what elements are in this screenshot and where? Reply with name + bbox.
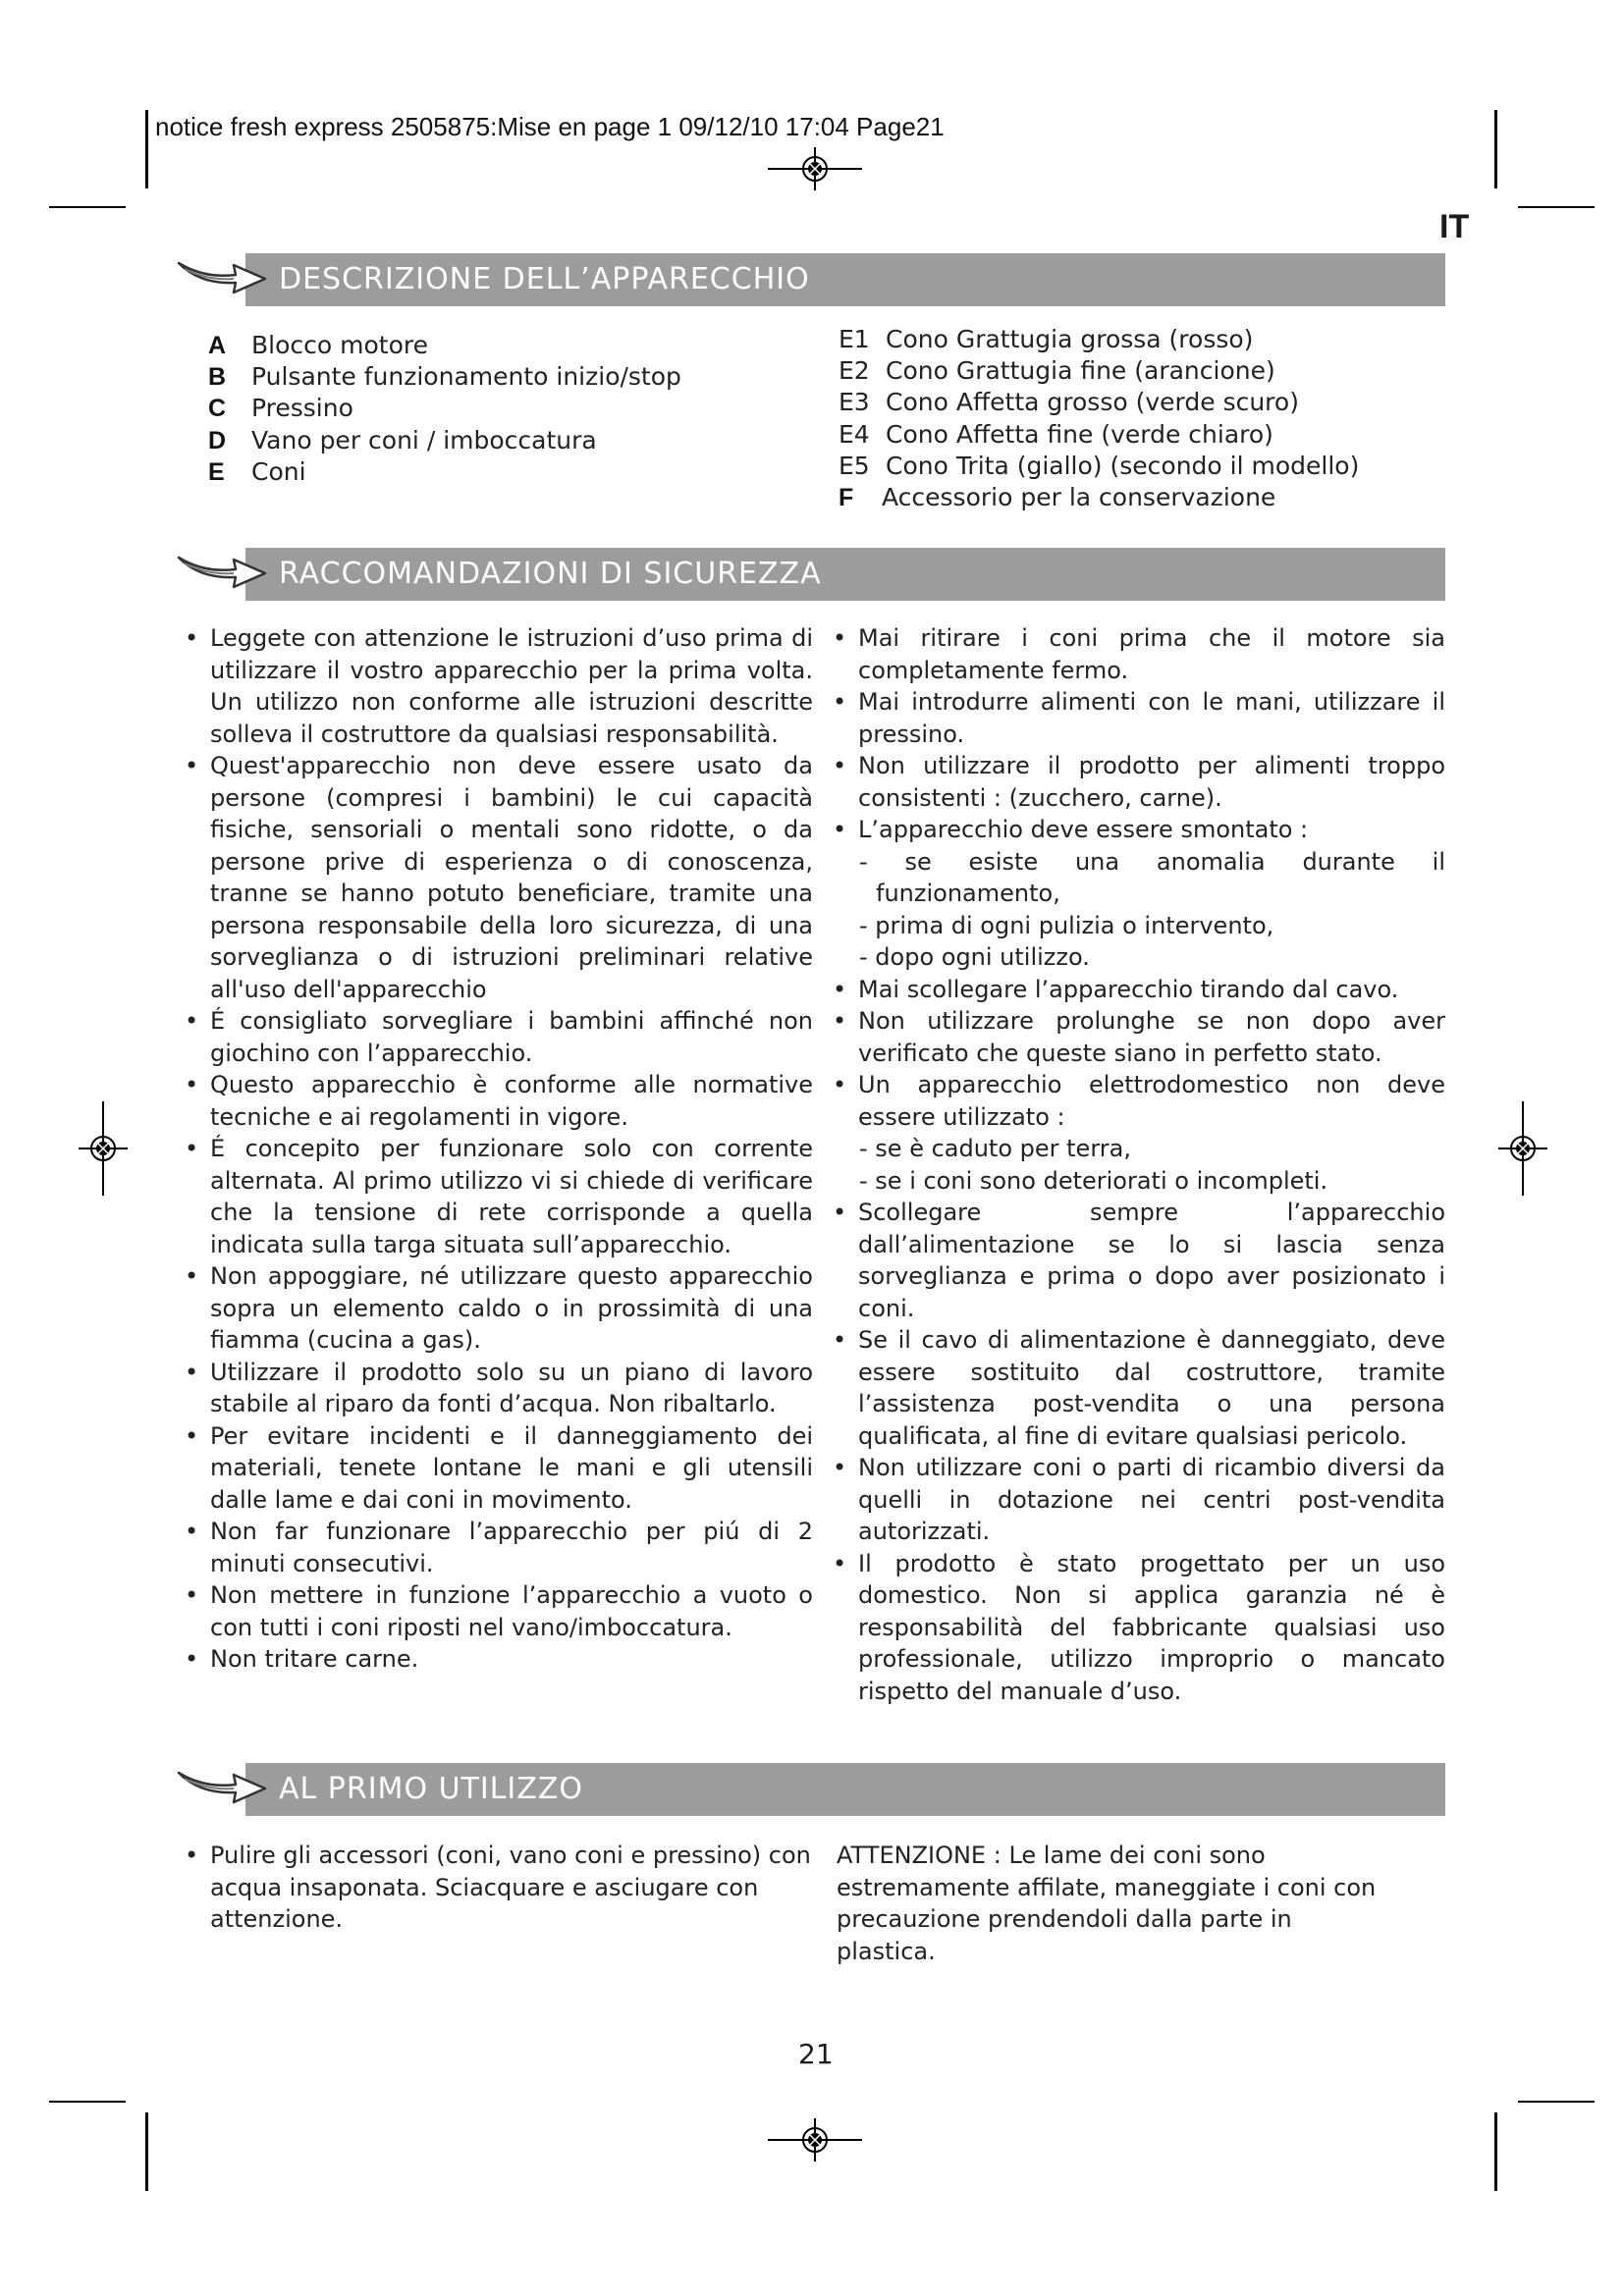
safety-bullet: • É concepito per funzionare solo con corrente alternata. Al primo utilizzo vi si chiede di verificare che la tensione di rete corrisponde a quella indicata sulla targa situata sull’apparecchio. <box>185 1133 813 1260</box>
registration-mark-icon <box>768 2118 862 2162</box>
safety-bullet: • Il prodotto è stato progettato per un uso domestico. Non si applica garanzia né è responsabilità del fabbricante qualsiasi uso professionale, utilizzo improprio o mancato rispetto del manuale d’uso. <box>833 1548 1445 1708</box>
safety-bullet: • Mai ritirare i coni prima che il motore sia completamente fermo. <box>833 622 1445 686</box>
crop-mark <box>49 2101 126 2103</box>
safety-sub-item: - se è caduto per terra, <box>859 1135 1131 1162</box>
crop-mark <box>1518 206 1595 208</box>
safety-sub-item: - se esiste una anomalia durante il funzionamento, <box>859 847 1445 907</box>
crop-mark <box>1518 2101 1595 2103</box>
print-info-header: notice fresh express 2505875:Mise en page 1 09/12/10 17:04 Page21 <box>155 112 945 141</box>
description-item: E3 Cono Affetta grosso (verde scuro) <box>839 388 1299 416</box>
safety-sub-item: - prima di ogni pulizia o intervento, <box>859 911 1274 939</box>
section-title-safety: RACCOMANDAZIONI DI SICUREZZA <box>279 557 822 591</box>
description-item: B Pulsante funzionamento inizio/stop <box>208 362 681 391</box>
safety-bullet: • Questo apparecchio è conforme alle normative tecniche e ai regolamenti in vigore. <box>185 1069 813 1133</box>
registration-mark-icon <box>768 147 862 190</box>
arrow-icon <box>175 249 273 302</box>
safety-right-column <box>833 622 1445 1707</box>
registration-mark-icon <box>1498 1101 1547 1196</box>
description-item: E5 Cono Trita (giallo) (secondo il modello) <box>839 452 1360 480</box>
safety-bullet: • Non tritare carne. <box>185 1643 813 1676</box>
language-code: IT <box>1439 208 1470 245</box>
safety-bullet: • Un apparecchio elettrodomestico non deve essere utilizzato : <box>833 1069 1445 1133</box>
safety-bullet: • Non utilizzare il prodotto per alimenti troppo consistenti : (zucchero, carne). <box>833 750 1445 814</box>
safety-bullet: • É consigliato sorvegliare i bambini affinché non giochino con l’apparecchio. <box>185 1005 813 1069</box>
section-title-first-use: AL PRIMO UTILIZZO <box>279 1772 583 1806</box>
crop-mark <box>145 2112 148 2191</box>
safety-bullet: • Mai scollegare l’apparecchio tirando dal cavo. <box>833 974 1445 1006</box>
safety-bullet: • L’apparecchio deve essere smontato : <box>833 814 1445 846</box>
safety-bullet: • Non far funzionare l’apparecchio per piú di 2 minuti consecutivi. <box>185 1516 813 1579</box>
safety-bullet: • Se il cavo di alimentazione è danneggiato, deve essere sostituito dal costruttore, tramite l’assistenza post-vendita o una persona qualificata, al fine di evitare qualsiasi pericolo. <box>833 1324 1445 1452</box>
safety-bullet: • Scollegare sempre l’apparecchio dall’alimentazione se lo si lascia senza sorveglianza e prima o dopo aver posizionato i coni. <box>833 1197 1445 1324</box>
section-title-description: DESCRIZIONE DELL’APPARECCHIO <box>279 262 810 296</box>
arrow-icon <box>175 1759 273 1812</box>
safety-bullet: • Non mettere in funzione l’apparecchio a vuoto o con tutti i coni riposti nel vano/imboccatura. <box>185 1579 813 1643</box>
description-item: C Pressino <box>208 394 353 422</box>
crop-mark <box>49 206 126 208</box>
safety-bullet: • Non utilizzare coni o parti di ricambio diversi da quelli in dotazione nei centri post-vendita autorizzati. <box>833 1452 1445 1548</box>
safety-bullet: • Non utilizzare prolunghe se non dopo aver verificato che queste siano in perfetto stato. <box>833 1005 1445 1069</box>
first-use-left <box>185 1840 813 1936</box>
registration-mark-icon <box>79 1101 128 1196</box>
crop-mark <box>145 110 148 188</box>
crop-mark <box>1494 110 1497 188</box>
safety-bullet: • Non appoggiare, né utilizzare questo apparecchio sopra un elemento caldo o in prossimità di una fiamma (cucina a gas). <box>185 1260 813 1357</box>
safety-sub-item: - dopo ogni utilizzo. <box>859 943 1090 971</box>
first-use-warning: ATTENZIONE : Le lame dei coni sono estremamente affilate, maneggiate i coni con precauzione prendendoli dalla parte in plastica. <box>837 1842 1377 1965</box>
description-item: F Accessorio per la conservazione <box>839 483 1276 511</box>
description-item: E4 Cono Affetta fine (verde chiaro) <box>839 420 1273 449</box>
description-item: D Vano per coni / imboccatura <box>208 426 597 454</box>
description-item: E1 Cono Grattugia grossa (rosso) <box>839 325 1254 353</box>
safety-bullet: • Utilizzare il prodotto solo su un piano di lavoro stabile al riparo da fonti d’acqua. Non ribaltarlo. <box>185 1357 813 1420</box>
page-number: 21 <box>798 2038 834 2070</box>
crop-mark <box>1494 2112 1497 2191</box>
safety-sub-item: - se i coni sono deteriorati o incompleti. <box>859 1166 1328 1195</box>
first-use-bullet: • Pulire gli accessori (coni, vano coni e pressino) con acqua insaponata. Sciacquare e asciugare con attenzione. <box>185 1840 813 1936</box>
safety-bullet: • Leggete con attenzione le istruzioni d’uso prima di utilizzare il vostro apparecchio per la prima volta. Un utilizzo non conforme alle istruzioni descritte solleva il costruttore da qualsiasi responsabilità. <box>185 622 813 750</box>
safety-bullet: • Per evitare incidenti e il danneggiamento dei materiali, tenete lontane le mani e gli utensili dalle lame e dai coni in movimento. <box>185 1420 813 1517</box>
description-item: E2 Cono Grattugia fine (arancione) <box>839 356 1275 385</box>
safety-left-column <box>185 622 813 1676</box>
safety-bullet: • Quest'apparecchio non deve essere usato da persone (compresi i bambini) le cui capacità fisiche, sensoriali o mentali sono ridotte, o da persone prive di esperienza o di conoscenza, tranne se hanno potuto beneficiare, tramite una persona responsabile della loro sicurezza, di una sorveglianza o di istruzioni preliminari relative all'uso dell'apparecchio <box>185 750 813 1005</box>
arrow-icon <box>175 544 273 597</box>
safety-bullet: • Mai introdurre alimenti con le mani, utilizzare il pressino. <box>833 686 1445 750</box>
description-item: A Blocco motore <box>208 331 428 359</box>
description-item: E Coni <box>208 457 306 486</box>
